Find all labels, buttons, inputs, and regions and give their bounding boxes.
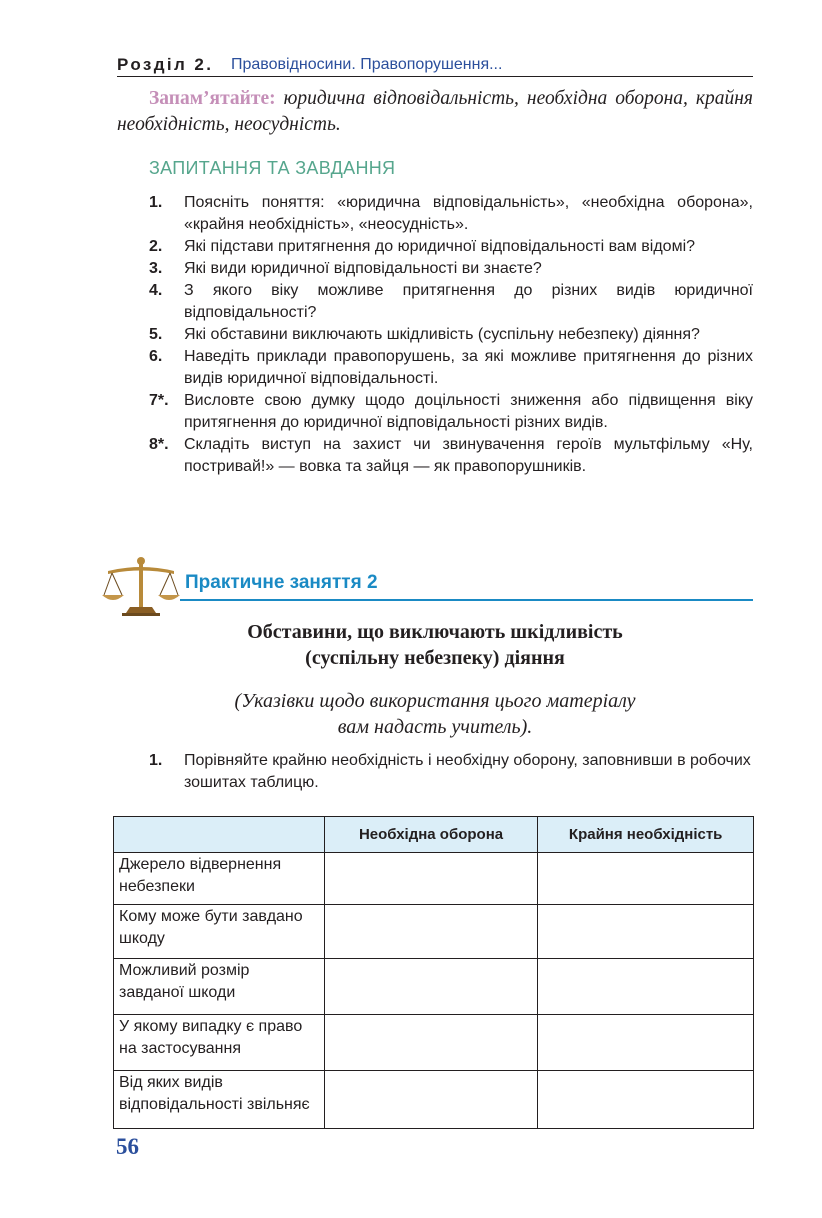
item-text: Складіть виступ на захист чи звинувачення героїв мультфільму «Ну, постривай!» — вовка та зайця — як правопорушників.	[184, 436, 753, 475]
item-number: 3.	[149, 260, 163, 277]
table-row	[114, 905, 754, 959]
practical-heading	[117, 619, 753, 671]
item-text: Поясніть поняття: «юридична відповідальність», «необхідна оборона», «крайня необхідність», «неосудність».	[184, 194, 753, 233]
item-text: Наведіть приклади правопорушень, за які можливе притягнення до різних видів юридичної відповідальності.	[184, 348, 753, 387]
heading-line-1: Обставини, що виключають шкідливість	[247, 621, 623, 643]
item-text: Які підстави притягнення до юридичної відповідальності вам відомі?	[184, 238, 696, 255]
empty-cell	[324, 1071, 538, 1129]
list-item	[149, 280, 753, 324]
empty-cell	[538, 1015, 754, 1071]
item-text: Висловте свою думку щодо доцільності зниження або підвищення віку притягнення до юридичної відповідальності різних видів.	[184, 392, 753, 431]
task-item	[149, 750, 753, 794]
empty-cell	[324, 959, 538, 1015]
list-item	[149, 390, 753, 434]
header-cell-necessity: Крайня необхідність	[538, 817, 754, 853]
questions-title: ЗАПИТАННЯ ТА ЗАВДАННЯ	[149, 158, 396, 178]
heading-line-2: (суспільну небезпеку) діяння	[305, 647, 565, 669]
item-number: 7*.	[149, 392, 169, 409]
section-title: Правовідносини. Правопорушення...	[231, 56, 503, 73]
table-row	[114, 853, 754, 905]
item-text: Які види юридичної відповідальності ви знаєте?	[184, 260, 542, 277]
header-cell-empty	[114, 817, 325, 853]
list-item	[149, 258, 753, 280]
practical-title: Практичне заняття 2	[185, 572, 378, 593]
list-item	[149, 434, 753, 478]
item-number: 2.	[149, 238, 163, 255]
list-item	[149, 346, 753, 390]
empty-cell	[538, 905, 754, 959]
remember-text: юридична відповідальність, необхідна оборона, крайня необхідність, неосудність.	[117, 88, 753, 135]
note-line-2: вам надасть учитель).	[337, 716, 533, 738]
row-label: Від яких видів відповідальності звільняє	[114, 1071, 325, 1129]
table-row	[114, 959, 754, 1015]
item-number: 5.	[149, 326, 163, 343]
section-label: Розділ 2.	[117, 55, 214, 74]
item-number: 4.	[149, 282, 163, 299]
scales-of-justice-icon	[100, 555, 182, 617]
table-header-row	[114, 817, 754, 853]
header-cell-defense: Необхідна оборона	[324, 817, 538, 853]
item-number: 6.	[149, 348, 163, 365]
item-number: 8*.	[149, 436, 169, 453]
questions-list	[149, 192, 753, 478]
note-line-1: (Указівки щодо використання цього матеріалу	[234, 690, 636, 712]
item-number: 1.	[149, 194, 163, 211]
empty-cell	[324, 905, 538, 959]
comparison-table	[113, 816, 754, 1129]
list-item	[149, 192, 753, 236]
teacher-note	[117, 688, 753, 740]
remember-label: Запам’ятайте:	[149, 88, 276, 109]
table-row	[114, 1071, 754, 1129]
running-header	[117, 54, 753, 77]
task-number: 1.	[149, 752, 163, 769]
empty-cell	[324, 853, 538, 905]
empty-cell	[538, 853, 754, 905]
row-label: Джерело відвернення небезпеки	[114, 853, 325, 905]
item-text: З якого віку можливе притягнення до різних видів юридичної відповідальності?	[184, 282, 753, 321]
empty-cell	[324, 1015, 538, 1071]
list-item	[149, 236, 753, 258]
row-label: У якому випадку є право на застосування	[114, 1015, 325, 1071]
empty-cell	[538, 1071, 754, 1129]
empty-cell	[538, 959, 754, 1015]
item-text: Які обставини виключають шкідливість (суспільну небезпеку) діяння?	[184, 326, 700, 343]
list-item	[149, 324, 753, 346]
practical-underline	[180, 599, 753, 601]
row-label: Можливий розмір завданої шкоди	[114, 959, 325, 1015]
remember-block	[117, 86, 753, 138]
task-text: Порівняйте крайню необхідність і необхідну оборону, заповнивши в робочих зошитах таблицю.	[184, 752, 751, 791]
table-row	[114, 1015, 754, 1071]
page-number: 56	[116, 1134, 139, 1159]
row-label: Кому може бути завдано шкоду	[114, 905, 325, 959]
